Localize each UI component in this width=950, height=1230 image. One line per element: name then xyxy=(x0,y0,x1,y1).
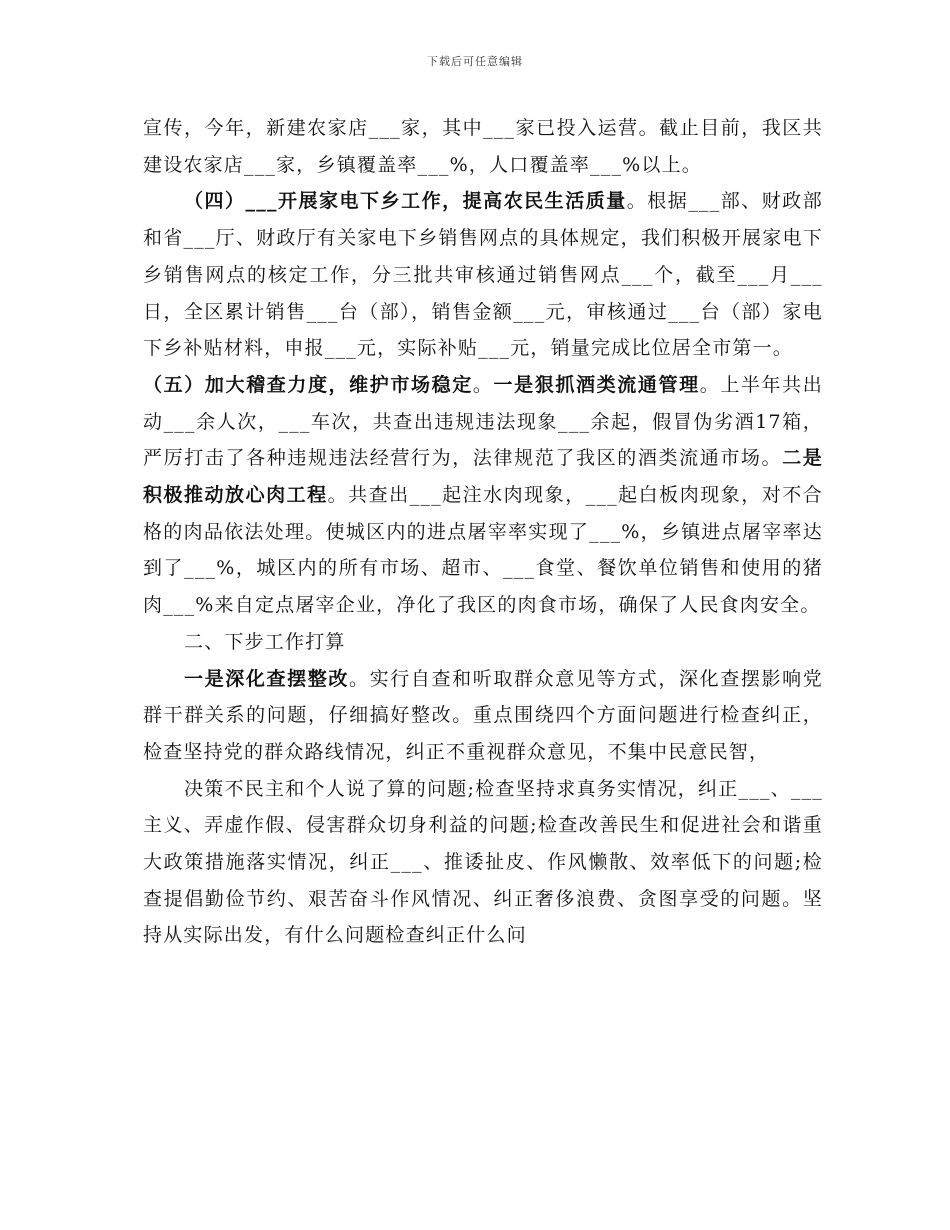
document-body xyxy=(143,110,823,954)
text-run: 宣传，今年，新建农家店___家，其中___家已投入运营。截止目前，我区共建设农家店___家，乡镇覆盖率___%，人口覆盖率___%以上。 xyxy=(143,117,823,176)
paragraph xyxy=(143,771,823,955)
paragraph xyxy=(143,624,823,661)
text-run: 。 xyxy=(472,373,494,396)
bold-text-run: 一是狠抓酒类流通管理 xyxy=(493,373,700,396)
text-run: 。共查出___起注水肉现象，___起白板肉现象，对不合格的肉品依法处理。使城区内的进点屠宰率实现了___%，乡镇进点屠宰率达到了___%，城区内的所有市场、超市、___食堂、餐饮单位销售和使用的猪肉___%来自定点屠宰企业，净化了我区的肉食市场，确保了人民食肉安全。 xyxy=(143,484,823,617)
paragraph xyxy=(143,183,823,367)
paragraph xyxy=(143,110,823,183)
page-header: 下载后可任意编辑 xyxy=(427,55,523,68)
paragraph xyxy=(143,367,823,624)
text-run: 二、下步工作打算 xyxy=(184,630,346,653)
bold-text-run: 二是积极推动放心肉工程 xyxy=(143,447,824,507)
text-run: 。实行自查和听取群众意见等方式，深化查摆影响党群干群关系的问题，仔细搞好整改。重点围绕四个方面问题进行检查纠正，检查坚持党的群众路线情况，纠正不重视群众意见，不集中民意民智， xyxy=(143,667,823,763)
text-run: 。根据___部、财政部和省___厅、财政厅有关家电下乡销售网点的具体规定，我们积极开展家电下乡销售网点的核定工作，分三批共审核通过销售网点___个，截至___月___日，全区累计销售___台（部），销售金额___元，审核通过___台（部）家电下乡补贴材料，申报___元，实际补贴___元，销量完成比位居全市第一。 xyxy=(143,190,824,360)
bold-text-run: 一是深化查摆整改 xyxy=(184,667,350,690)
text-run: 。上半年共出动___余人次，___车次，共查出违规违法现象___余起，假冒伪劣酒17箱，严厉打击了各种违规违法经营行为，法律规范了我区的酒类流通市场。 xyxy=(143,373,823,470)
text-run: 决策不民主和个人说了算的问题;检查坚持求真务实情况，纠正___、___主义、弄虚作假、侵害群众切身利益的问题;检查改善民生和促进社会和谐重大政策措施落实情况，纠正___、推诿扯皮、作风懒散、效率低下的问题;检查提倡勤俭节约、艰苦奋斗作风情况、纠正奢侈浪费、贪图享受的问题。坚持从实际出发，有什么问题检查纠正什么问 xyxy=(143,777,823,947)
bold-text-run: （五）加大稽查力度，维护市场稳定 xyxy=(143,373,473,396)
bold-text-run: （四）___开展家电下乡工作，提高农民生活质量 xyxy=(184,190,627,213)
paragraph xyxy=(143,661,823,771)
